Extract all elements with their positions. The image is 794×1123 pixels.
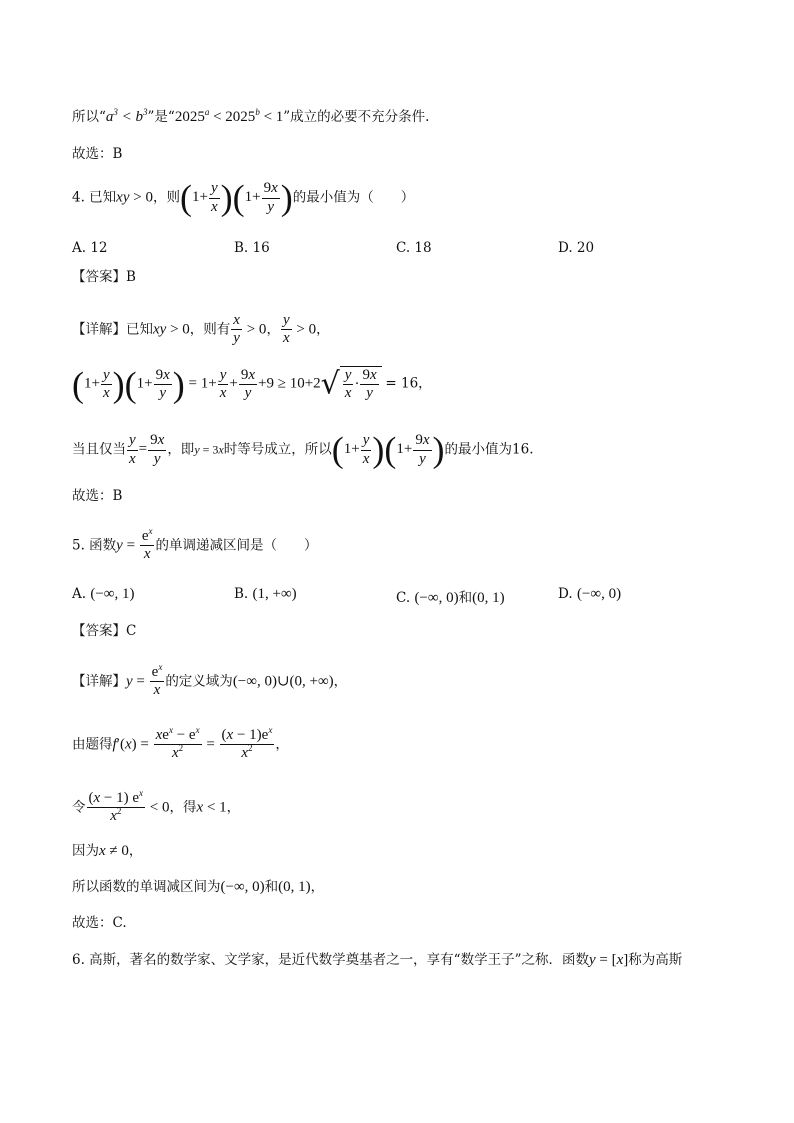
- math-fraction: $\frac{y}{x}$: [282, 312, 290, 347]
- math-product: (1+ $\frac{y}{x}$ )(1+ $\frac{9x}{y}$ ): [179, 178, 293, 218]
- math-expr: y: [126, 673, 133, 690]
- math-expr: y: [116, 537, 123, 554]
- derivative-line: [72, 727, 289, 763]
- because-line: [72, 844, 142, 859]
- text: ，: [316, 321, 330, 338]
- text: 的单调递减区间是（ ）: [155, 537, 318, 554]
- text: 6. 高斯，著名的数学家、文学家，是近代数学奠基者之一，享有“数学王子”之称．函数: [72, 952, 589, 968]
- option-a: A. 12: [72, 240, 108, 256]
- option-b: [234, 586, 297, 603]
- detail-5: [72, 664, 347, 700]
- text: 当且仅当: [72, 441, 126, 458]
- option-label: A.: [72, 586, 87, 602]
- option-label: C.: [396, 590, 411, 606]
- math-fraction: $\frac{(x - 1)e^x}{x^2}$: [221, 725, 273, 762]
- answer-4: 【答案】B: [72, 269, 136, 285]
- math-expr: xy: [116, 189, 130, 206]
- math-expr: =: [132, 673, 149, 690]
- option-c: [396, 586, 505, 607]
- answer-5: 【答案】C: [72, 623, 137, 639]
- option-c: C. 18: [396, 240, 432, 256]
- math-expr: (−∞, 0): [414, 590, 459, 606]
- math-expr: x: [196, 799, 204, 816]
- text: ，: [333, 673, 348, 690]
- equality-condition: [72, 432, 534, 468]
- choose-line: 故选：B: [72, 146, 123, 162]
- math-expr: ≠ 0: [105, 843, 129, 859]
- math-expr: =: [122, 537, 139, 554]
- math-expr: (1, +∞): [252, 586, 297, 602]
- text: 时等号成立，所以: [223, 441, 332, 458]
- math-expr: > 0: [166, 321, 190, 338]
- text: ”是“: [147, 109, 175, 125]
- text: 【详解】: [72, 673, 126, 690]
- math-expr: y: [194, 442, 200, 457]
- text: 和: [458, 590, 473, 606]
- math-fraction: $\frac{xe^x - e^x}{x^2}$: [155, 725, 200, 762]
- math-expr: = 3: [199, 442, 219, 457]
- choose-5: 故选：C.: [72, 915, 127, 931]
- math-expr: x: [99, 843, 106, 859]
- choose-4: 故选：B: [72, 488, 123, 504]
- math-expr: $2025^a < 2025^b < 1$: [174, 107, 284, 125]
- math-expr: ]: [623, 952, 629, 968]
- math-product: (1+ $\frac{y}{x}$ )(1+ $\frac{9x}{y}$ ): [331, 430, 445, 470]
- text: 所以函数的单调减区间为: [72, 879, 221, 895]
- conclusion-5: [72, 880, 324, 895]
- text: ，则有: [189, 321, 231, 338]
- math-expr: =: [202, 736, 219, 753]
- text: = 16，: [385, 375, 432, 392]
- text: ，即: [167, 441, 195, 458]
- conclusion-line: [72, 107, 430, 125]
- math-fraction: $\frac{e^x}{x}$: [141, 526, 153, 563]
- option-d: [558, 586, 621, 603]
- math-expr: > 0: [292, 321, 317, 338]
- option-a: [72, 586, 135, 603]
- text: 所以“: [72, 109, 106, 125]
- text: ”成立的必要不充分条件.: [283, 109, 430, 125]
- math-expr: ) =: [131, 736, 153, 753]
- option-b: B. 16: [234, 240, 270, 256]
- math-expr: x: [218, 442, 224, 457]
- text: 的最小值为（ ）: [292, 189, 415, 206]
- question-number: 4. 已知: [72, 189, 117, 206]
- math-expr: (−∞, 0): [576, 586, 622, 602]
- text: 由题得: [72, 736, 113, 753]
- math-expr: (−∞, 0): [220, 879, 265, 895]
- math-expr: (0, 1): [278, 879, 311, 895]
- math-fraction: $\frac{(x - 1) e^x}{x^2}$: [88, 788, 144, 825]
- text: ，: [128, 843, 143, 859]
- math-expr: > 0: [242, 321, 267, 338]
- math-expr: ′(: [116, 736, 125, 753]
- math-fraction: $\frac{e^x}{x}$: [151, 662, 163, 699]
- math-expr: (−∞, 0)∪(0, +∞): [232, 673, 334, 690]
- detail-4: [72, 312, 330, 348]
- inequality-line: [72, 790, 240, 826]
- text: ，: [266, 321, 280, 338]
- math-expr: x: [124, 736, 132, 753]
- option-label: B.: [234, 586, 249, 602]
- math-expr: $a^3 < b^3$: [105, 107, 148, 125]
- question-number: 5. 函数: [72, 537, 117, 554]
- math-expr: $\frac{y}{x}$ = $\frac{9x}{y}$: [129, 432, 165, 467]
- question-4: [72, 180, 414, 216]
- equation-4: (1+ $\frac{y}{x}$ )(1+ $\frac{9x}{y}$ ) = 1+ $\frac{y}{x}$ + $\frac{9x}{y}$ +9 ≥ 10+2√ $\frac{y}{x}$ · $\frac{9x}{y}$ = 16，: [72, 364, 432, 405]
- text: 的最小值为16.: [444, 441, 534, 458]
- text: ，: [226, 799, 241, 816]
- question-5: [72, 528, 317, 564]
- math-expr: (−∞, 1): [90, 586, 135, 602]
- text: ，: [310, 879, 325, 895]
- math-fraction: $\frac{x}{y}$: [233, 312, 240, 347]
- math-expr: f: [112, 736, 117, 753]
- math-expr: < 1: [203, 799, 227, 816]
- question-6: [72, 953, 682, 968]
- text: 的定义域为: [165, 673, 233, 690]
- math-expr: < 0: [146, 799, 170, 816]
- math-expr: y: [588, 952, 596, 968]
- math-expr: x: [616, 952, 624, 968]
- option-d: D. 20: [558, 240, 595, 256]
- option-label: D.: [558, 586, 573, 602]
- text: ，则: [152, 189, 180, 206]
- text: 称为高斯: [628, 952, 683, 968]
- text: 因为: [72, 843, 99, 859]
- text: 令: [72, 799, 86, 816]
- text: 【详解】已知: [72, 321, 153, 338]
- text: ，得: [169, 799, 197, 816]
- math-expr: = [: [595, 952, 617, 968]
- math-expr: (0, 1): [472, 590, 505, 606]
- text: ，: [275, 736, 289, 753]
- math-expr: > 0: [129, 189, 153, 206]
- text: 和: [264, 879, 279, 895]
- math-expr: xy: [153, 321, 167, 338]
